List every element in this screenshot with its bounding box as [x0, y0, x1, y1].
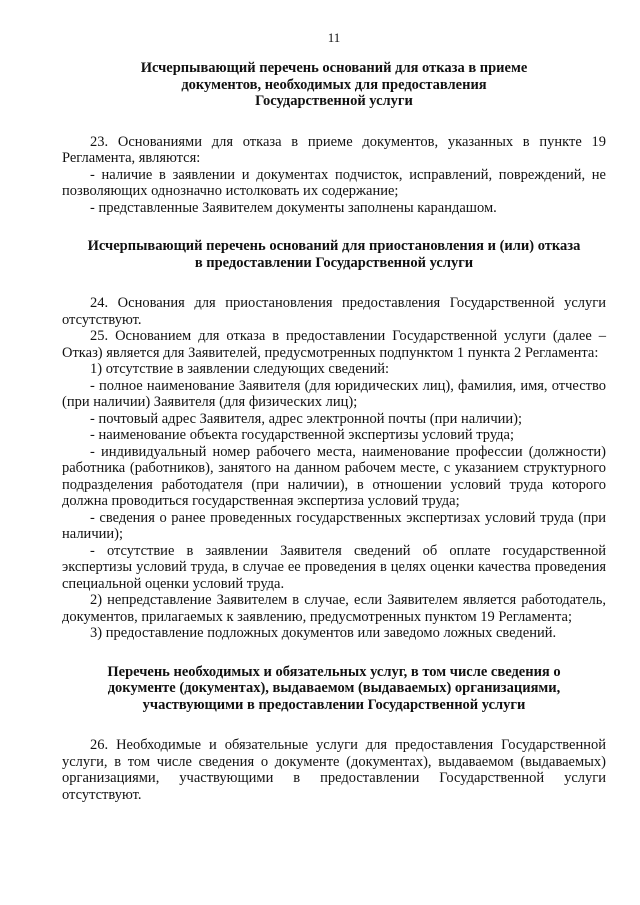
- heading-line: участвующими в предоставлении Государственной услуги: [142, 696, 526, 713]
- section-heading-refusal-acceptance: [62, 60, 606, 110]
- section-heading-suspension-refusal: [62, 238, 606, 271]
- page-number: 11: [327, 30, 341, 45]
- list-item: 3) предоставление подложных документов или заведомо ложных сведений.: [90, 625, 557, 641]
- heading-line: Исчерпывающий перечень оснований для приостановления и (или) отказа: [87, 238, 581, 254]
- list-item: - почтовый адрес Заявителя, адрес электронной почты (при наличии);: [90, 410, 522, 427]
- paragraph-24: 24. Основания для приостановления предоставления Государственной услуги отсутствуют.: [62, 295, 606, 328]
- list-item: - отсутствие в заявлении Заявителя сведений об оплате государственной экспертизы условий труда, в случае ее проведения в целях оценки качества проведения специальной оценки условий труда.: [62, 542, 606, 592]
- list-item: - наименование объекта государственной экспертизы условий труда;: [90, 427, 514, 443]
- paragraph-23: 23. Основаниями для отказа в приеме документов, указанных в пункте 19 Регламента, являются:: [62, 133, 606, 166]
- heading-line: в предоставлении Государственной услуги: [194, 254, 474, 271]
- heading-line: Перечень необходимых и обязательных услуг, в том числе сведения о: [107, 663, 561, 680]
- list-item: - индивидуальный номер рабочего места, наименование профессии (должности) работника (работников), занятого на данном рабочем месте, с указанием структурного подразделения работодателя (при наличии), в отношении условий труда которого должна проводиться государственная экспертиза условий труда;: [62, 443, 606, 509]
- heading-line: Государственной услуги: [255, 93, 413, 109]
- paragraph-26: 26. Необходимые и обязательные услуги для предоставления Государственной услуги, в том числе сведения о документе (документах), выдаваемом (выдаваемых) организациями, участвующими в предоставлении Государственной услуги отсутствуют.: [62, 737, 606, 803]
- list-item: 2) непредставление Заявителем в случае, если Заявителем является работодатель, документов, прилагаемых к заявлению, предусмотренных пунктом 19 Регламента;: [62, 592, 606, 625]
- list-item: - сведения о ранее проведенных государственных экспертизах условий труда (при наличии);: [62, 509, 606, 542]
- list-item: - представленные Заявителем документы заполнены карандашом.: [90, 199, 497, 216]
- heading-line: Исчерпывающий перечень оснований для отказа в приеме: [140, 60, 528, 76]
- list-item: - наличие в заявлении и документах подчисток, исправлений, повреждений, не позволяющих однозначно истолковать их содержание;: [62, 166, 606, 199]
- heading-line: документов, необходимых для предоставления: [181, 76, 487, 93]
- section-heading-required-services: [62, 664, 606, 714]
- list-item: 1) отсутствие в заявлении следующих сведений:: [90, 361, 389, 377]
- paragraph-25: 25. Основанием для отказа в предоставлении Государственной услуги (далее – Отказ) является для Заявителей, предусмотренных подпунктом 1 пункта 2 Регламента:: [62, 328, 606, 361]
- list-item: - полное наименование Заявителя (для юридических лиц), фамилия, имя, отчество (при наличии) Заявителя (для физических лиц);: [62, 377, 606, 410]
- heading-line: документе (документах), выдаваемом (выдаваемых) организациями,: [107, 680, 561, 696]
